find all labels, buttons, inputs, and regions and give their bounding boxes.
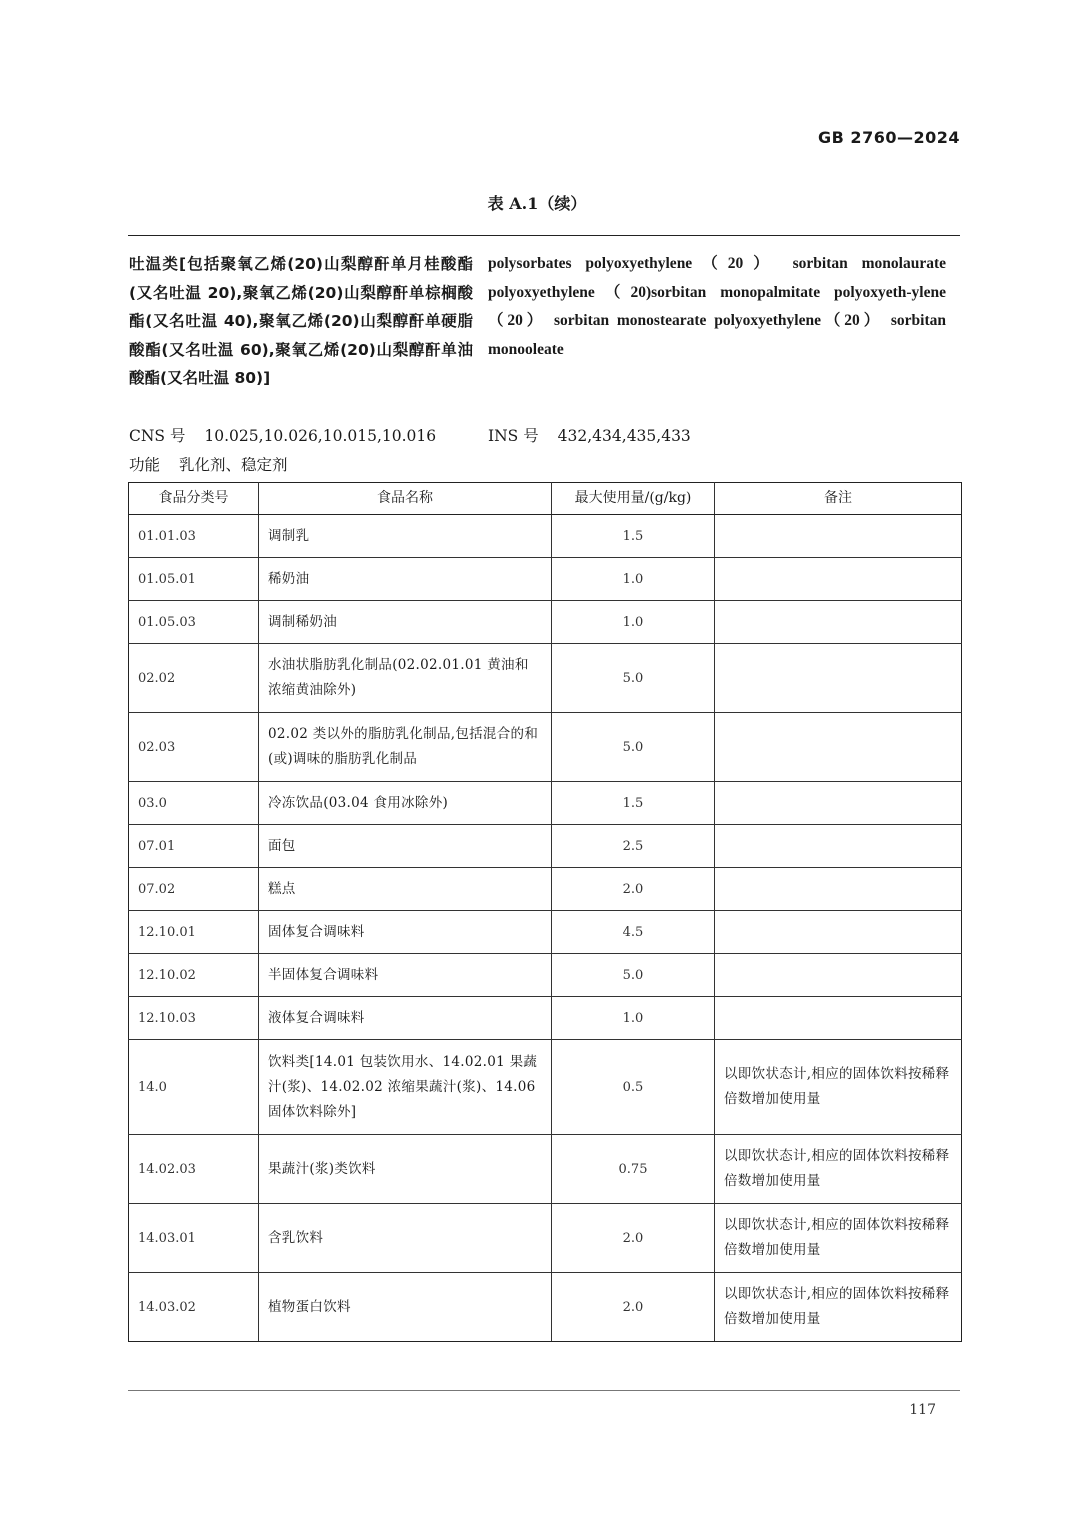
ins-number-line <box>488 424 691 446</box>
table-row <box>129 601 962 644</box>
header-food-code: 食品分类号 <box>129 483 259 515</box>
food-code: 12.10.02 <box>129 954 259 997</box>
food-name: 调制稀奶油 <box>259 601 552 644</box>
header-max-usage: 最大使用量/(g/kg) <box>552 483 715 515</box>
table-row <box>129 515 962 558</box>
food-code: 02.03 <box>129 713 259 782</box>
cns-value: 10.025,10.026,10.015,10.016 <box>204 427 437 445</box>
max-usage: 1.0 <box>552 601 715 644</box>
food-name: 面包 <box>259 825 552 868</box>
food-name: 02.02 类以外的脂肪乳化制品,包括混合的和(或)调味的脂肪乳化制品 <box>259 713 552 782</box>
food-code: 14.02.03 <box>129 1135 259 1204</box>
table-row <box>129 997 962 1040</box>
note <box>715 515 962 558</box>
food-name: 固体复合调味料 <box>259 911 552 954</box>
max-usage: 1.0 <box>552 997 715 1040</box>
food-code: 07.02 <box>129 868 259 911</box>
table-row <box>129 825 962 868</box>
max-usage: 1.0 <box>552 558 715 601</box>
additive-chinese-name: 吐温类[包括聚氧乙烯(20)山梨醇酐单月桂酸酯(又名吐温 20),聚氧乙烯(20)山梨醇酐单棕榈酸酯(又名吐温 40),聚氧乙烯(20)山梨醇酐单硬脂酸酯(又名吐温 60),聚氧乙烯(20)山梨醇酐单油酸酯(又名吐温 80)] <box>129 255 473 388</box>
note <box>715 644 962 713</box>
note <box>715 601 962 644</box>
food-code: 14.0 <box>129 1040 259 1135</box>
food-code: 01.05.01 <box>129 558 259 601</box>
max-usage: 2.5 <box>552 825 715 868</box>
table-row <box>129 911 962 954</box>
max-usage: 0.75 <box>552 1135 715 1204</box>
note: 以即饮状态计,相应的固体饮料按稀释倍数增加使用量 <box>715 1040 962 1135</box>
table-row <box>129 954 962 997</box>
food-name: 果蔬汁(浆)类饮料 <box>259 1135 552 1204</box>
food-code: 12.10.03 <box>129 997 259 1040</box>
max-usage: 2.0 <box>552 1204 715 1273</box>
food-code: 14.03.01 <box>129 1204 259 1273</box>
food-code: 14.03.02 <box>129 1273 259 1342</box>
max-usage: 1.5 <box>552 782 715 825</box>
table-row <box>129 558 962 601</box>
standard-number: GB 2760—2024 <box>818 128 960 147</box>
food-name: 半固体复合调味料 <box>259 954 552 997</box>
food-code: 07.01 <box>129 825 259 868</box>
food-name: 冷冻饮品(03.04 食用冰除外) <box>259 782 552 825</box>
table-row <box>129 1135 962 1204</box>
food-name: 饮料类[14.01 包装饮用水、14.02.01 果蔬汁(浆)、14.02.02 浓缩果蔬汁(浆)、14.06 固体饮料除外] <box>259 1040 552 1135</box>
note <box>715 954 962 997</box>
table-row <box>129 868 962 911</box>
food-name: 调制乳 <box>259 515 552 558</box>
food-code: 12.10.01 <box>129 911 259 954</box>
note <box>715 868 962 911</box>
note: 以即饮状态计,相应的固体饮料按稀释倍数增加使用量 <box>715 1273 962 1342</box>
food-name: 含乳饮料 <box>259 1204 552 1273</box>
ins-label: INS 号 <box>488 427 539 445</box>
food-name: 稀奶油 <box>259 558 552 601</box>
note <box>715 997 962 1040</box>
cns-number-line <box>129 424 436 446</box>
table-row <box>129 1273 962 1342</box>
max-usage: 2.0 <box>552 868 715 911</box>
food-name: 液体复合调味料 <box>259 997 552 1040</box>
food-name: 植物蛋白饮料 <box>259 1273 552 1342</box>
food-name: 水油状脂肪乳化制品(02.02.01.01 黄油和浓缩黄油除外) <box>259 644 552 713</box>
max-usage: 5.0 <box>552 644 715 713</box>
table-caption: 表 A.1（续） <box>487 194 587 213</box>
max-usage: 4.5 <box>552 911 715 954</box>
food-code: 03.0 <box>129 782 259 825</box>
note <box>715 782 962 825</box>
food-code: 02.02 <box>129 644 259 713</box>
table-row <box>129 782 962 825</box>
footer-rule-divider <box>128 1390 960 1391</box>
header-food-name: 食品名称 <box>259 483 552 515</box>
max-usage: 2.0 <box>552 1273 715 1342</box>
max-usage: 5.0 <box>552 713 715 782</box>
food-code: 01.01.03 <box>129 515 259 558</box>
table-header-row <box>129 483 962 515</box>
note: 以即饮状态计,相应的固体饮料按稀释倍数增加使用量 <box>715 1135 962 1204</box>
table-row <box>129 644 962 713</box>
note <box>715 558 962 601</box>
food-code: 01.05.03 <box>129 601 259 644</box>
ins-value: 432,434,435,433 <box>557 427 691 445</box>
table-row <box>129 713 962 782</box>
note <box>715 911 962 954</box>
cns-label: CNS 号 <box>129 427 186 445</box>
table-row <box>129 1204 962 1273</box>
max-usage: 5.0 <box>552 954 715 997</box>
header-note: 备注 <box>715 483 962 515</box>
function-label: 功能 <box>129 456 161 474</box>
function-value: 乳化剂、稳定剂 <box>178 456 288 474</box>
food-name: 糕点 <box>259 868 552 911</box>
max-usage: 1.5 <box>552 515 715 558</box>
note: 以即饮状态计,相应的固体饮料按稀释倍数增加使用量 <box>715 1204 962 1273</box>
page-number: 117 <box>909 1402 936 1418</box>
top-rule-divider <box>128 235 960 236</box>
function-line <box>129 453 287 475</box>
note <box>715 825 962 868</box>
max-usage: 0.5 <box>552 1040 715 1135</box>
additive-english-name: polysorbates polyoxyethylene（20） sorbitan monolaurate polyoxyethylene（20)sorbitan monopalmitate polyoxyeth-ylene（20） sorbitan monostearate polyoxyethylene（20） sorbitan monooleate <box>488 255 946 358</box>
usage-table <box>128 482 962 1342</box>
note <box>715 713 962 782</box>
table-row <box>129 1040 962 1135</box>
